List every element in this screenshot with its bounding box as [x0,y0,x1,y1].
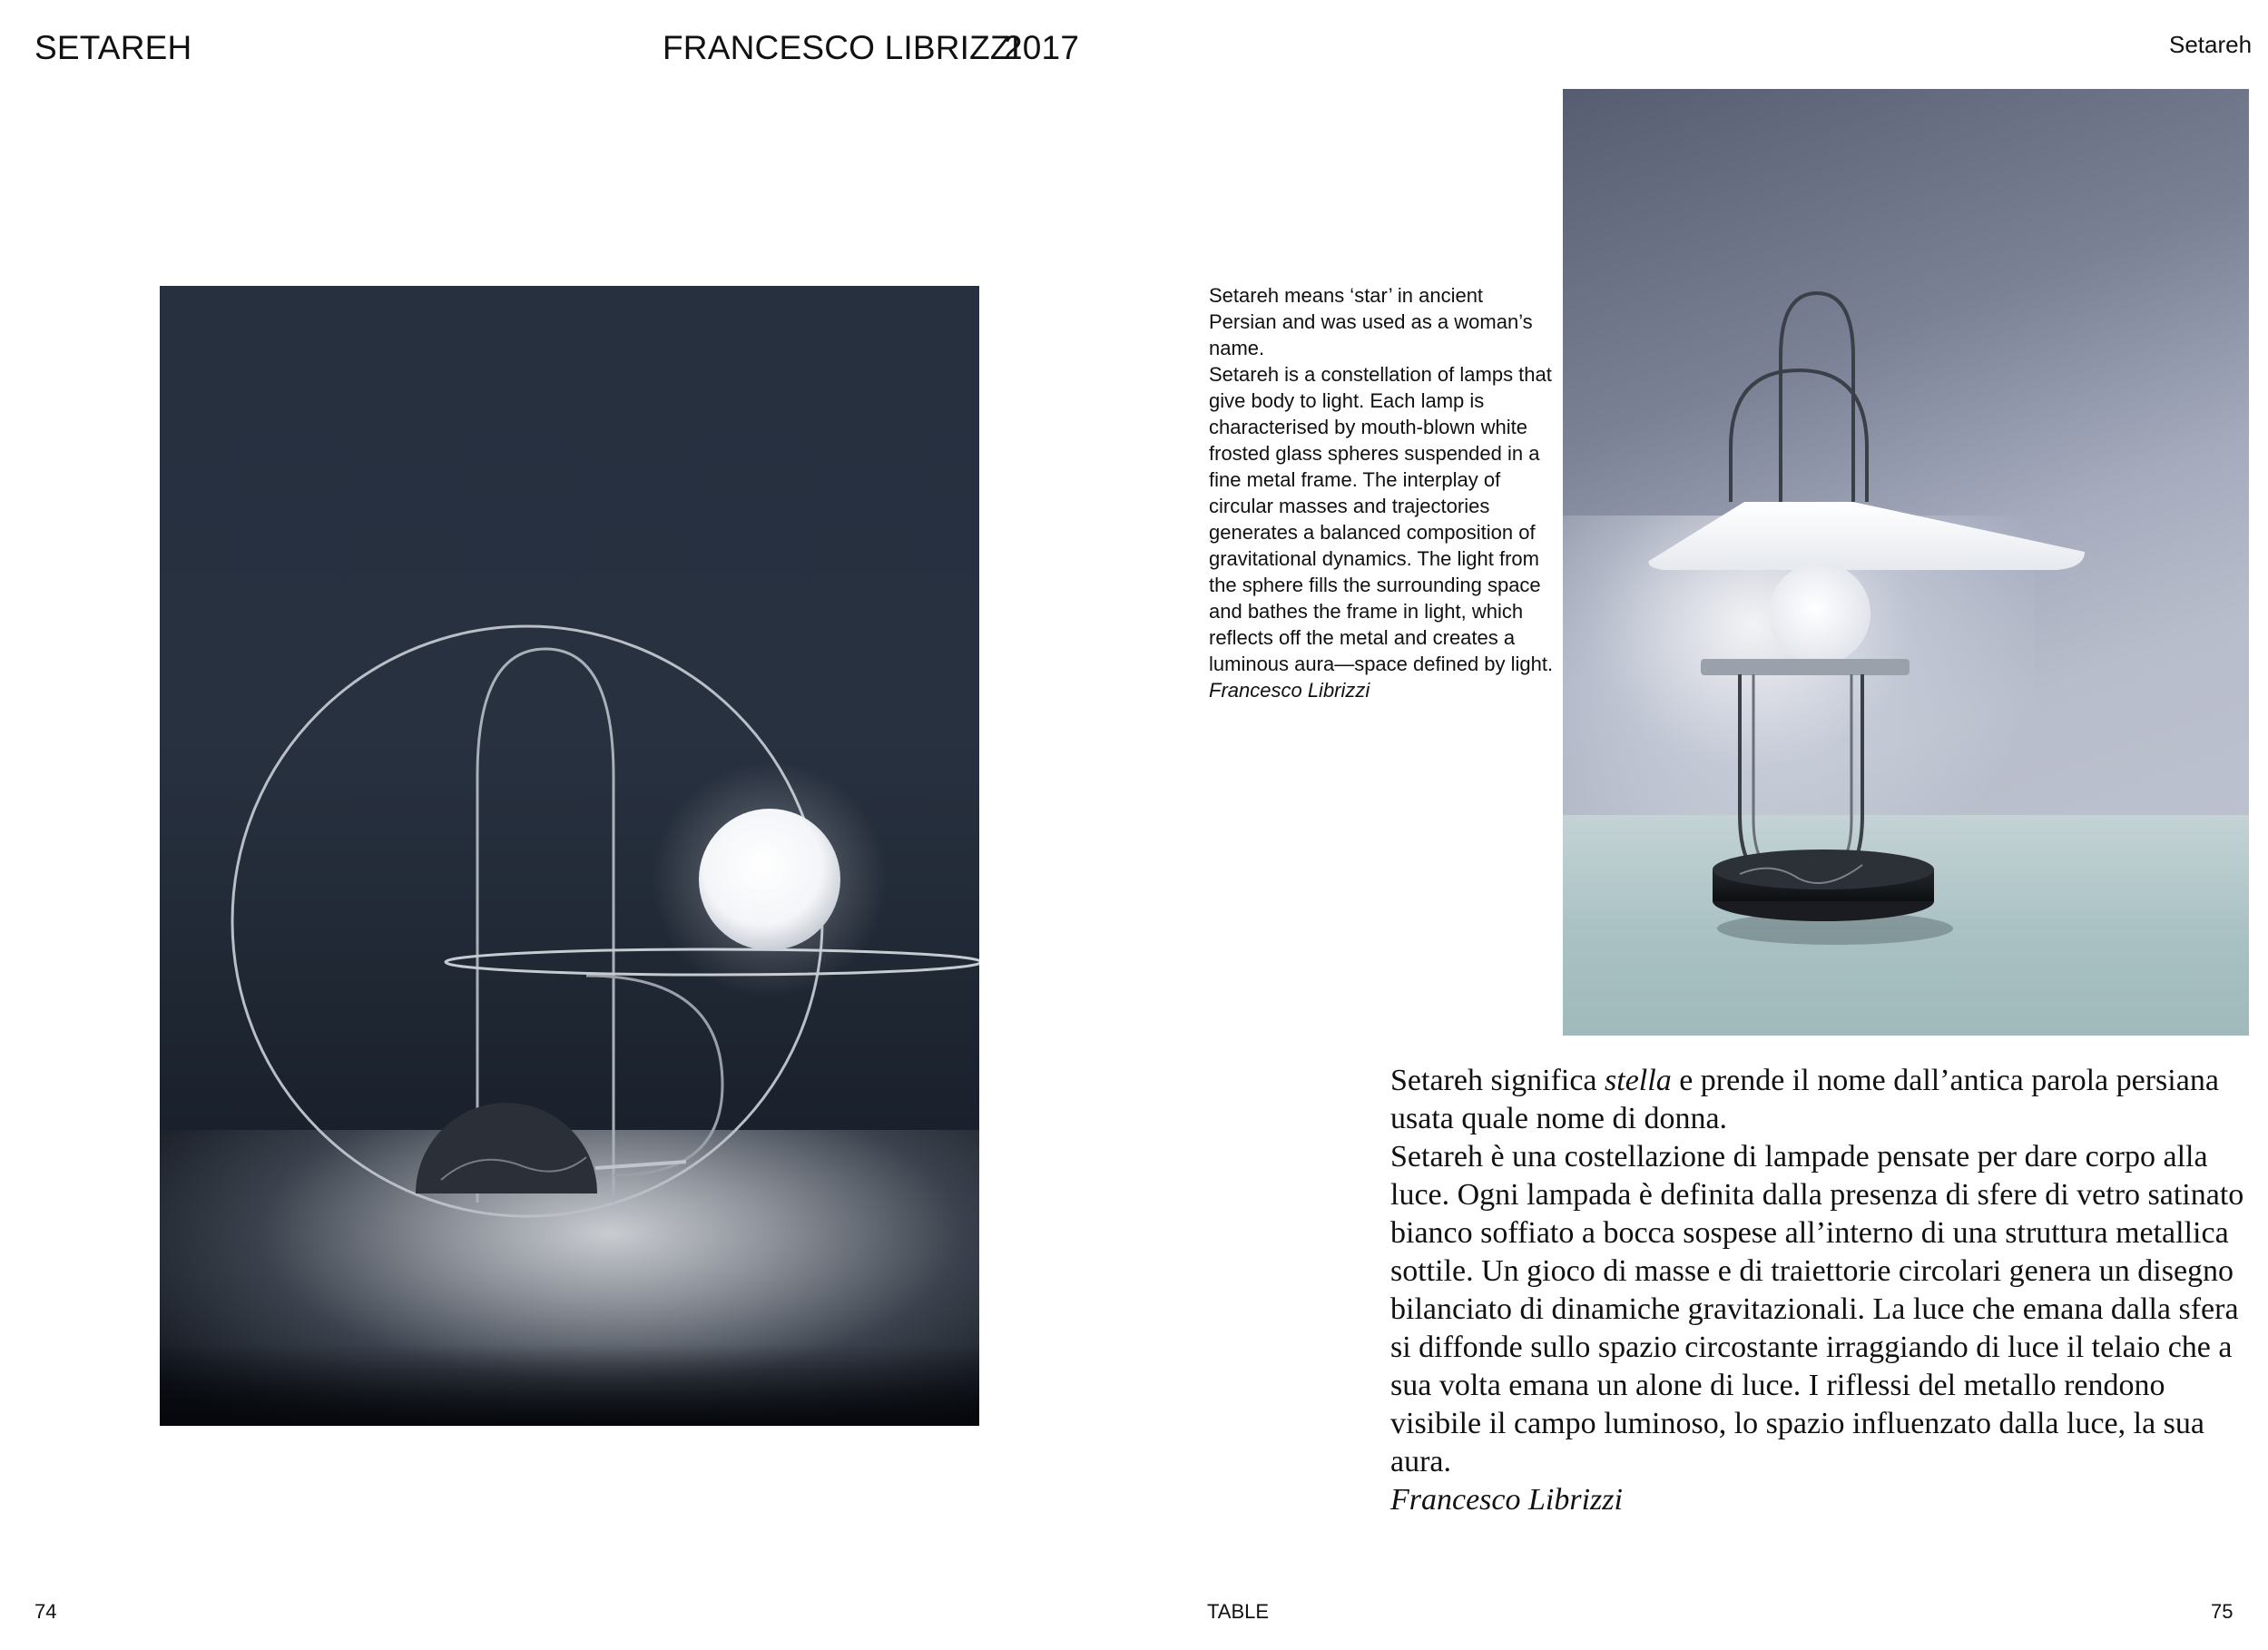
right-lamp-photo [1563,89,2249,1036]
section-label: TABLE [1207,1600,1270,1623]
right-lamp-illustration [1563,89,2249,1036]
left-lamp-photo [160,286,979,1426]
product-title: SETAREH [34,29,192,66]
english-signature: Francesco Librizzi [1209,679,1370,702]
lamp-shade [1649,502,2085,570]
italian-paragraph-1-end: e prende il nome dall’antica parola persiana usata quale nome di donna. [1390,1064,2219,1135]
year: 2017 [1004,29,1080,66]
crossbar [1701,659,1910,675]
frame-loop [586,976,722,1175]
glass-sphere-right [1769,563,1870,664]
running-title: Setareh [2169,31,2253,58]
italian-paragraph-1 [1390,1062,2253,1138]
marble-base [416,1103,597,1193]
wide-arch [1731,370,1867,502]
page-number-right: 75 [2211,1600,2234,1623]
glass-sphere [699,809,840,950]
left-lamp-illustration [160,286,979,1426]
italian-paragraph-1-start: Setareh significa [1390,1064,1605,1097]
english-paragraph-1: Setareh means ‘star’ in ancient Persian and was used as a woman’s name. [1209,284,1533,359]
italian-description [1390,1062,2253,1519]
italian-signature: Francesco Librizzi [1390,1483,1623,1517]
designer-name: FRANCESCO LIBRIZZI [663,29,1021,66]
italian-emphasis-stella: stella [1605,1064,1672,1097]
top-arch [1781,293,1853,502]
page-number-left: 74 [34,1600,57,1623]
lower-frame-inner [1753,674,1851,879]
english-paragraph-2: Setareh is a constellation of lamps that give body to light. Each lamp is characterised by mouth-blown white frosted glass spheres suspended in a fine metal frame. The interplay of circular masses and trajectories generates a balanced composition of gravitational dynamics. The light from the sphere fills the surrounding space and bathes the frame in light, which reflects off the metal and creates a luminous aura—space defined by light. [1209,363,1554,675]
english-description [1209,282,1554,703]
italian-paragraph-2: Setareh è una costellazione di lampade pensate per dare corpo alla luce. Ogni lampada è definita dalla presenza di sfere di vetro satinato bianco soffiato a bocca sospese all’interno di una struttura metallica sottile. Un gioco di masse e di traiettorie circolari genera un disegno bilanciato di dinamiche gravitazionali. La luce che emana dalla sfera si diffonde sullo spazio circostante irraggiando di luce il telaio che a sua volta emana un alone di luce. I riflessi del metallo rendono visibile il campo luminoso, lo spazio influenzato dalla luce, la sua aura. [1390,1140,2244,1478]
